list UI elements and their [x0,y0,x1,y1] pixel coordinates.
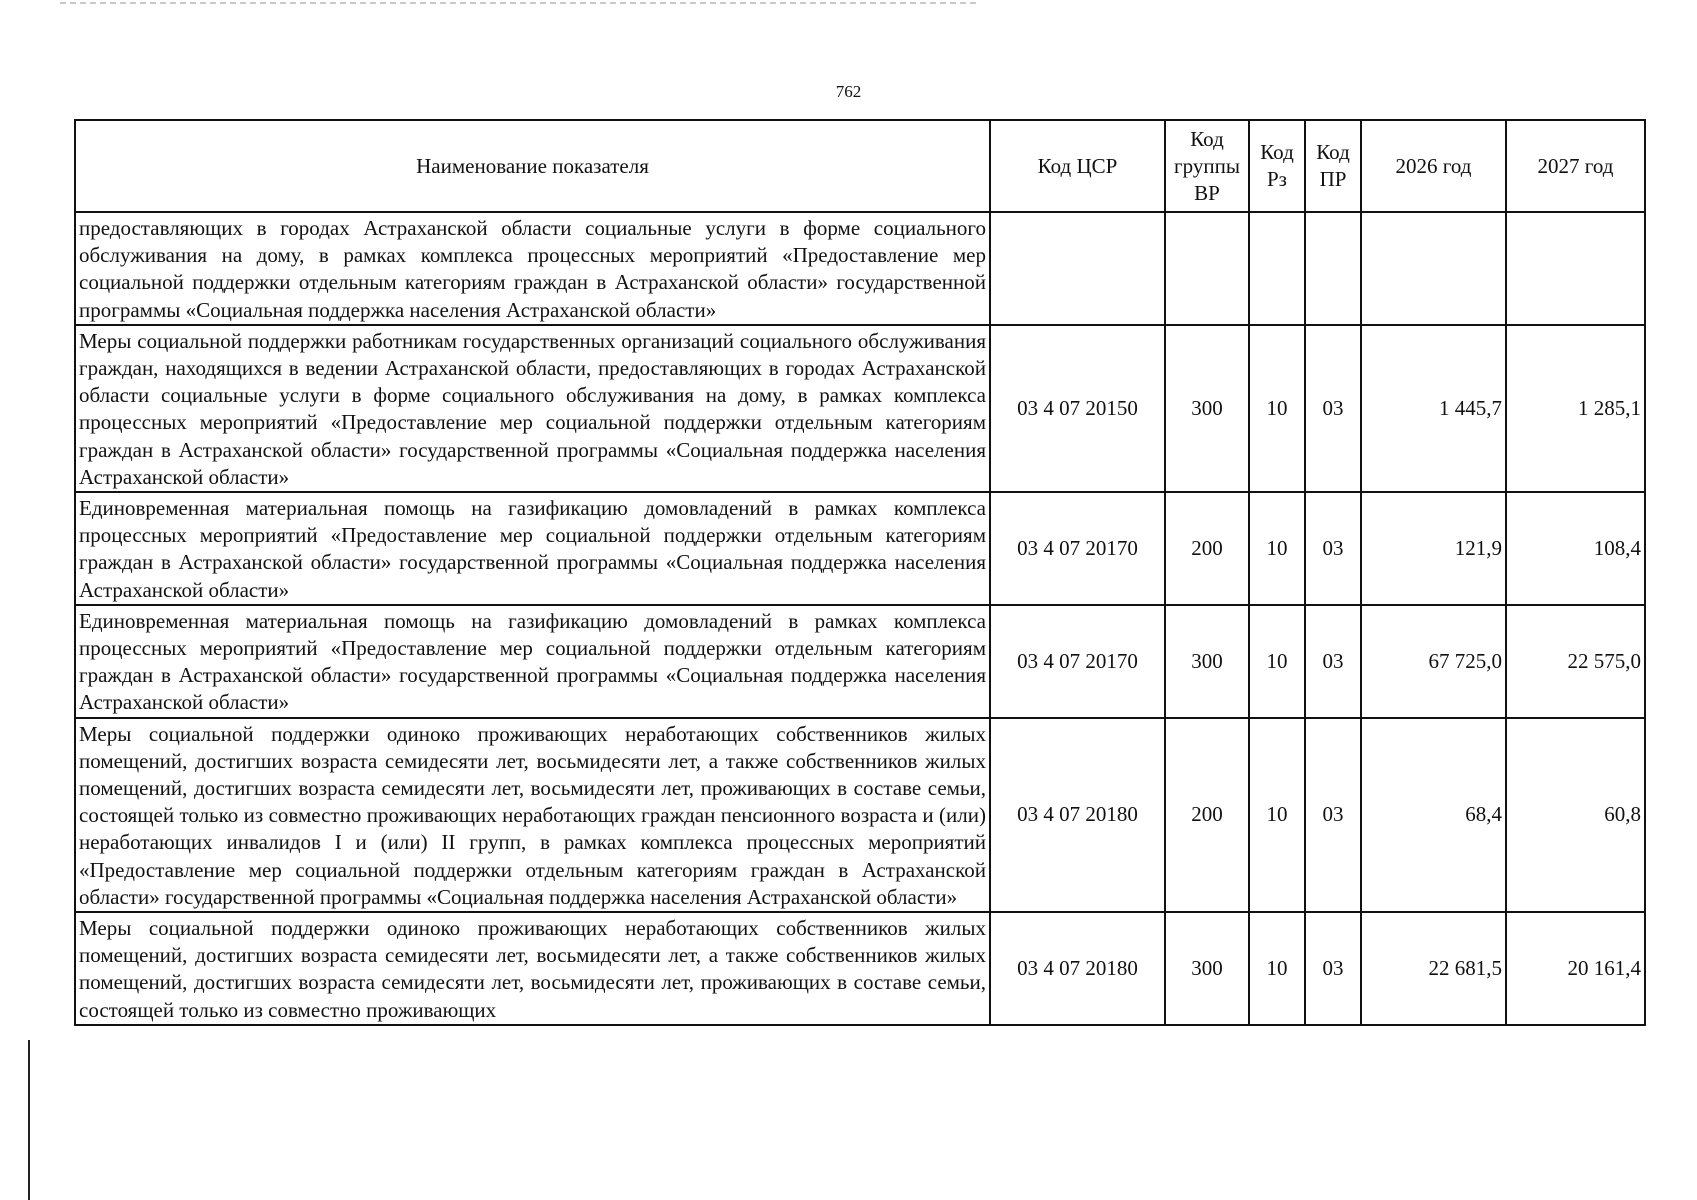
row-2027: 20 161,4 [1506,912,1645,1025]
row-pr: 03 [1305,912,1361,1025]
row-pr [1305,212,1361,325]
table-row [75,325,1645,492]
row-vr: 200 [1165,492,1249,605]
row-csr: 03 4 07 20180 [990,718,1165,912]
row-vr: 300 [1165,605,1249,718]
header-2027: 2027 год [1506,120,1645,212]
row-rz: 10 [1249,605,1305,718]
header-pr: Код ПР [1305,120,1361,212]
row-2027 [1506,212,1645,325]
header-vr: Код группы ВР [1165,120,1249,212]
row-pr: 03 [1305,718,1361,912]
row-name: Единовременная материальная помощь на газификацию домовладений в рамках комплекса процессных мероприятий «Предоставление мер социальной поддержки отдельным категориям граждан в Астраханской области» государственной программы «Социальная поддержка населения Астраханской области» [75,492,990,605]
row-csr: 03 4 07 20150 [990,325,1165,492]
row-vr [1165,212,1249,325]
row-2026: 68,4 [1361,718,1506,912]
row-2026: 67 725,0 [1361,605,1506,718]
row-name: Меры социальной поддержки работникам государственных организаций социального обслуживания граждан, находящихся в ведении Астраханской области, предоставляющих в городах Астраханской области социальные услуги в форме социального обслуживания на дому, в рамках комплекса процессных мероприятий «Предоставление мер социальной поддержки отдельным категориям граждан в Астраханской области» государственной программы «Социальная поддержка населения Астраханской области» [75,325,990,492]
row-rz: 10 [1249,325,1305,492]
row-name: Единовременная материальная помощь на газификацию домовладений в рамках комплекса процессных мероприятий «Предоставление мер социальной поддержки отдельным категориям граждан в Астраханской области» государственной программы «Социальная поддержка населения Астраханской области» [75,605,990,718]
table-header-row [75,120,1645,212]
row-rz: 10 [1249,718,1305,912]
row-vr: 200 [1165,718,1249,912]
row-csr [990,212,1165,325]
table-row [75,605,1645,718]
row-rz: 10 [1249,912,1305,1025]
row-pr: 03 [1305,605,1361,718]
row-2027: 1 285,1 [1506,325,1645,492]
row-pr: 03 [1305,492,1361,605]
row-2026 [1361,212,1506,325]
table-row [75,212,1645,325]
budget-table [74,119,1646,1026]
header-rz: Код Рз [1249,120,1305,212]
row-name: Меры социальной поддержки одиноко проживающих неработающих собственников жилых помещений, достигших возраста семидесяти лет, восьмидесяти лет, а также собственников жилых помещений, достигших возраста семидесяти лет, восьмидесяти лет, проживающих в составе семьи, состоящей только из совместно проживающих неработающих граждан пенсионного возраста и (или) неработающих инвалидов I и (или) II групп, в рамках комплекса процессных мероприятий «Предоставление мер социальной поддержки отдельным категориям граждан в Астраханской области» государственной программы «Социальная поддержка населения Астраханской области» [75,718,990,912]
row-csr: 03 4 07 20180 [990,912,1165,1025]
row-name: Меры социальной поддержки одиноко проживающих неработающих собственников жилых помещений, достигших возраста семидесяти лет, восьмидесяти лет, а также собственников жилых помещений, достигших возраста семидесяти лет, восьмидесяти лет, проживающих в составе семьи, состоящей только из совместно проживающих [75,912,990,1025]
header-2026: 2026 год [1361,120,1506,212]
row-csr: 03 4 07 20170 [990,492,1165,605]
row-2026: 121,9 [1361,492,1506,605]
scan-artifact-top [60,2,980,4]
row-pr: 03 [1305,325,1361,492]
header-name: Наименование показателя [75,120,990,212]
row-rz: 10 [1249,492,1305,605]
row-2027: 60,8 [1506,718,1645,912]
table-row [75,492,1645,605]
row-name: предоставляющих в городах Астраханской области социальные услуги в форме социального обслуживания на дому, в рамках комплекса процессных мероприятий «Предоставление мер социальной поддержки отдельным категориям граждан в Астраханской области» государственной программы «Социальная поддержка населения Астраханской области» [75,212,990,325]
table-row [75,912,1645,1025]
row-2027: 108,4 [1506,492,1645,605]
table-row [75,718,1645,912]
row-2026: 22 681,5 [1361,912,1506,1025]
row-2027: 22 575,0 [1506,605,1645,718]
row-rz [1249,212,1305,325]
row-vr: 300 [1165,325,1249,492]
row-csr: 03 4 07 20170 [990,605,1165,718]
row-vr: 300 [1165,912,1249,1025]
scan-artifact-left [28,1040,30,1200]
page-number: 762 [835,82,862,101]
header-csr: Код ЦСР [990,120,1165,212]
row-2026: 1 445,7 [1361,325,1506,492]
